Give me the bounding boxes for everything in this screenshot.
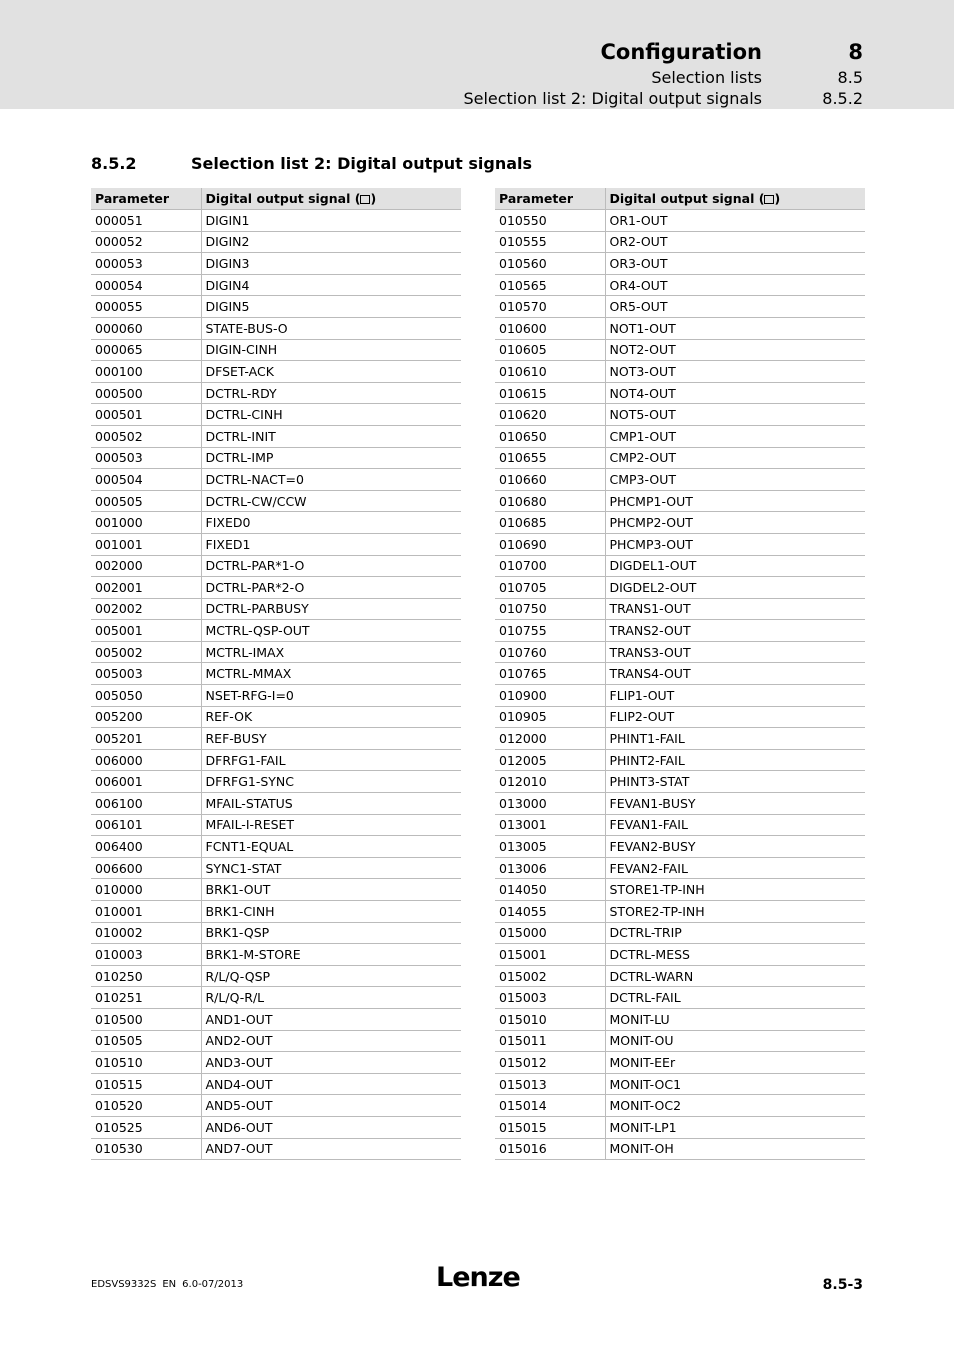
parameter-cell: 014055 [495, 901, 605, 923]
table-row [91, 1138, 461, 1160]
signal-cell: FCNT1-EQUAL [201, 836, 461, 858]
table-row [495, 922, 865, 944]
signal-cell: DIGDEL2-OUT [605, 577, 865, 599]
parameter-cell: 013001 [495, 814, 605, 836]
table-row [91, 231, 461, 253]
table-row [91, 404, 461, 426]
table-row [91, 663, 461, 685]
parameter-cell: 010755 [495, 620, 605, 642]
parameter-cell: 010001 [91, 901, 201, 923]
table-row [91, 296, 461, 318]
parameter-cell: 010505 [91, 1030, 201, 1052]
signal-cell: DCTRL-PAR*2-O [201, 577, 461, 599]
doc-version: 6.0-07/2013 [182, 1279, 244, 1290]
doc-language: EN [162, 1279, 177, 1290]
signal-cell: MONIT-OC2 [605, 1095, 865, 1117]
signal-cell: CMP3-OUT [605, 469, 865, 491]
table-row [495, 361, 865, 383]
table-row [91, 577, 461, 599]
signal-cell: MONIT-EEr [605, 1052, 865, 1074]
signal-cell: PHCMP3-OUT [605, 533, 865, 555]
table-row [91, 620, 461, 642]
parameter-cell: 010620 [495, 404, 605, 426]
parameter-cell: 010600 [495, 317, 605, 339]
signal-cell: MFAIL-I-RESET [201, 814, 461, 836]
table-row [495, 210, 865, 232]
subchapter-number: 8.5 [837, 68, 863, 87]
table-row [91, 793, 461, 815]
chapter-number: 8 [848, 40, 863, 64]
parameter-cell: 010525 [91, 1116, 201, 1138]
parameter-cell: 006001 [91, 771, 201, 793]
table-row [495, 728, 865, 750]
signal-cell: MCTRL-QSP-OUT [201, 620, 461, 642]
parameter-cell: 015016 [495, 1138, 605, 1160]
table-row [495, 404, 865, 426]
selection-table-right [495, 188, 865, 1160]
signal-cell: DCTRL-CW/CCW [201, 490, 461, 512]
table-row [91, 1116, 461, 1138]
table-row [495, 577, 865, 599]
parameter-cell: 000065 [91, 339, 201, 361]
table-row [495, 879, 865, 901]
parameter-cell: 005001 [91, 620, 201, 642]
parameter-cell: 010555 [495, 231, 605, 253]
parameter-cell: 010610 [495, 361, 605, 383]
signal-cell: DIGDEL1-OUT [605, 555, 865, 577]
parameter-cell: 010500 [91, 1008, 201, 1030]
signal-cell: NOT2-OUT [605, 339, 865, 361]
table-row [91, 598, 461, 620]
parameter-cell: 010003 [91, 944, 201, 966]
table-row [495, 447, 865, 469]
table-row [495, 469, 865, 491]
signal-cell: AND6-OUT [201, 1116, 461, 1138]
signal-header: Digital output signal ( ) [605, 188, 865, 210]
signal-cell: MONIT-OC1 [605, 1073, 865, 1095]
signal-cell: REF-OK [201, 706, 461, 728]
table-row [91, 447, 461, 469]
table-row [91, 382, 461, 404]
parameter-cell: 001001 [91, 533, 201, 555]
parameter-cell: 005200 [91, 706, 201, 728]
signal-cell: DCTRL-FAIL [605, 987, 865, 1009]
parameter-cell: 002002 [91, 598, 201, 620]
parameter-cell: 010615 [495, 382, 605, 404]
signal-cell: PHCMP2-OUT [605, 512, 865, 534]
parameter-cell: 006600 [91, 857, 201, 879]
chapter-title: Configuration [600, 40, 762, 64]
signal-cell: MCTRL-MMAX [201, 663, 461, 685]
parameter-cell: 005003 [91, 663, 201, 685]
parameter-cell: 001000 [91, 512, 201, 534]
parameter-cell: 010900 [495, 685, 605, 707]
parameter-cell: 012000 [495, 728, 605, 750]
section-title: Selection list 2: Digital output signals [191, 154, 533, 173]
signal-cell: OR1-OUT [605, 210, 865, 232]
table-row [91, 253, 461, 275]
signal-cell: DFRFG1-FAIL [201, 749, 461, 771]
table-row [91, 749, 461, 771]
table-row [495, 1030, 865, 1052]
signal-cell: R/L/Q-QSP [201, 965, 461, 987]
parameter-cell: 010705 [495, 577, 605, 599]
parameter-cell: 013005 [495, 836, 605, 858]
table-row [495, 706, 865, 728]
parameter-cell: 000053 [91, 253, 201, 275]
signal-cell: DCTRL-RDY [201, 382, 461, 404]
parameter-cell: 010251 [91, 987, 201, 1009]
table-row [495, 944, 865, 966]
table-row [495, 317, 865, 339]
table-row [91, 274, 461, 296]
parameter-cell: 015013 [495, 1073, 605, 1095]
parameter-cell: 015015 [495, 1116, 605, 1138]
signal-cell: DIGIN5 [201, 296, 461, 318]
signal-cell: DCTRL-CINH [201, 404, 461, 426]
table-row [495, 836, 865, 858]
table-row [495, 490, 865, 512]
signal-cell: NOT5-OUT [605, 404, 865, 426]
signal-cell: AND4-OUT [201, 1073, 461, 1095]
parameter-cell: 005050 [91, 685, 201, 707]
table-row [495, 663, 865, 685]
table-row [495, 814, 865, 836]
table-row [91, 836, 461, 858]
table-row [495, 1116, 865, 1138]
signal-cell: FEVAN1-BUSY [605, 793, 865, 815]
parameter-cell: 015010 [495, 1008, 605, 1030]
table-row [495, 857, 865, 879]
table-row [495, 231, 865, 253]
table-row [91, 728, 461, 750]
table-row [91, 533, 461, 555]
signal-cell: AND3-OUT [201, 1052, 461, 1074]
signal-cell: MONIT-LP1 [605, 1116, 865, 1138]
signal-cell: TRANS1-OUT [605, 598, 865, 620]
section-number: 8.5.2 [91, 154, 137, 173]
parameter-cell: 006000 [91, 749, 201, 771]
signal-cell: FIXED1 [201, 533, 461, 555]
parameter-cell: 000055 [91, 296, 201, 318]
table-row [91, 879, 461, 901]
signal-cell: NOT1-OUT [605, 317, 865, 339]
signal-cell: NOT3-OUT [605, 361, 865, 383]
table-row [91, 771, 461, 793]
square-symbol-icon [360, 195, 370, 204]
table-row [495, 1095, 865, 1117]
table-row [91, 555, 461, 577]
parameter-cell: 010515 [91, 1073, 201, 1095]
parameter-cell: 010000 [91, 879, 201, 901]
signal-cell: REF-BUSY [201, 728, 461, 750]
signal-cell: PHINT1-FAIL [605, 728, 865, 750]
parameter-cell: 015003 [495, 987, 605, 1009]
table-row [91, 1030, 461, 1052]
parameter-cell: 010750 [495, 598, 605, 620]
table-row [495, 339, 865, 361]
table-header-row [495, 188, 865, 210]
table-row [91, 490, 461, 512]
signal-cell: MONIT-OU [605, 1030, 865, 1052]
parameter-cell: 000052 [91, 231, 201, 253]
parameter-cell: 010250 [91, 965, 201, 987]
signal-cell: DCTRL-MESS [605, 944, 865, 966]
parameter-cell: 000504 [91, 469, 201, 491]
signal-cell: BRK1-OUT [201, 879, 461, 901]
parameter-cell: 000501 [91, 404, 201, 426]
parameter-cell: 014050 [495, 879, 605, 901]
parameter-cell: 015012 [495, 1052, 605, 1074]
signal-cell: DIGIN-CINH [201, 339, 461, 361]
table-row [495, 749, 865, 771]
parameter-cell: 012005 [495, 749, 605, 771]
signal-cell: MFAIL-STATUS [201, 793, 461, 815]
parameter-cell: 000100 [91, 361, 201, 383]
signal-cell: BRK1-CINH [201, 901, 461, 923]
parameter-cell: 015014 [495, 1095, 605, 1117]
signal-cell: OR4-OUT [605, 274, 865, 296]
parameter-cell: 010905 [495, 706, 605, 728]
parameter-cell: 000503 [91, 447, 201, 469]
parameter-cell: 013006 [495, 857, 605, 879]
table-row [495, 382, 865, 404]
signal-cell: BRK1-M-STORE [201, 944, 461, 966]
signal-cell: SYNC1-STAT [201, 857, 461, 879]
table-row [495, 1073, 865, 1095]
parameter-cell: 000505 [91, 490, 201, 512]
signal-cell: TRANS3-OUT [605, 641, 865, 663]
signal-cell: STORE1-TP-INH [605, 879, 865, 901]
table-row [91, 706, 461, 728]
parameter-cell: 000500 [91, 382, 201, 404]
signal-cell: AND7-OUT [201, 1138, 461, 1160]
signal-cell: DCTRL-TRIP [605, 922, 865, 944]
signal-cell: BRK1-QSP [201, 922, 461, 944]
parameter-cell: 010605 [495, 339, 605, 361]
parameter-cell: 000051 [91, 210, 201, 232]
signal-cell: MONIT-LU [605, 1008, 865, 1030]
table-row [91, 944, 461, 966]
table-row [91, 901, 461, 923]
table-row [495, 641, 865, 663]
subsubchapter-number: 8.5.2 [822, 89, 863, 108]
signal-cell: DIGIN4 [201, 274, 461, 296]
signal-cell: AND1-OUT [201, 1008, 461, 1030]
signal-cell: STORE2-TP-INH [605, 901, 865, 923]
parameter-cell: 010520 [91, 1095, 201, 1117]
table-row [91, 1073, 461, 1095]
signal-cell: MCTRL-IMAX [201, 641, 461, 663]
page-header [0, 0, 954, 109]
table-row [495, 1052, 865, 1074]
footer-doc-info [91, 1279, 249, 1290]
signal-cell: TRANS2-OUT [605, 620, 865, 642]
table-header-row [91, 188, 461, 210]
signal-cell: DCTRL-WARN [605, 965, 865, 987]
table-row [495, 793, 865, 815]
signal-cell: DIGIN3 [201, 253, 461, 275]
signal-cell: PHINT3-STAT [605, 771, 865, 793]
parameter-cell: 010550 [495, 210, 605, 232]
table-row [91, 425, 461, 447]
parameter-cell: 000060 [91, 317, 201, 339]
parameter-cell: 010685 [495, 512, 605, 534]
table-row [495, 685, 865, 707]
signal-cell: FLIP2-OUT [605, 706, 865, 728]
table-row [495, 274, 865, 296]
parameter-cell: 010765 [495, 663, 605, 685]
table-row [91, 1008, 461, 1030]
parameter-header: Parameter [91, 188, 201, 210]
parameter-cell: 012010 [495, 771, 605, 793]
table-row [495, 533, 865, 555]
table-row [495, 771, 865, 793]
signal-cell: DIGIN1 [201, 210, 461, 232]
table-row [495, 901, 865, 923]
selection-table-left [91, 188, 461, 1160]
subchapter-title: Selection lists [651, 68, 762, 87]
table-row [91, 814, 461, 836]
parameter-cell: 006101 [91, 814, 201, 836]
table-row [495, 1008, 865, 1030]
signal-cell: DFSET-ACK [201, 361, 461, 383]
signal-cell: DCTRL-IMP [201, 447, 461, 469]
parameter-cell: 015002 [495, 965, 605, 987]
parameter-cell: 000054 [91, 274, 201, 296]
signal-cell: R/L/Q-R/L [201, 987, 461, 1009]
parameter-cell: 010560 [495, 253, 605, 275]
signal-cell: PHINT2-FAIL [605, 749, 865, 771]
subsubchapter-title: Selection list 2: Digital output signals [463, 89, 762, 108]
table-row [91, 857, 461, 879]
signal-cell: NSET-RFG-I=0 [201, 685, 461, 707]
table-row [495, 555, 865, 577]
table-row [91, 922, 461, 944]
table-row [495, 253, 865, 275]
parameter-cell: 000502 [91, 425, 201, 447]
square-symbol-icon [764, 195, 774, 204]
table-row [91, 339, 461, 361]
signal-cell: DIGIN2 [201, 231, 461, 253]
signal-cell: TRANS4-OUT [605, 663, 865, 685]
signal-header: Digital output signal ( ) [201, 188, 461, 210]
signal-cell: NOT4-OUT [605, 382, 865, 404]
parameter-cell: 010760 [495, 641, 605, 663]
table-row [91, 685, 461, 707]
parameter-cell: 010650 [495, 425, 605, 447]
parameter-cell: 010565 [495, 274, 605, 296]
table-row [91, 965, 461, 987]
signal-cell: FLIP1-OUT [605, 685, 865, 707]
table-row [91, 317, 461, 339]
signal-cell: FIXED0 [201, 512, 461, 534]
parameter-cell: 005201 [91, 728, 201, 750]
parameter-cell: 010570 [495, 296, 605, 318]
table-row [91, 210, 461, 232]
signal-cell: FEVAN2-FAIL [605, 857, 865, 879]
signal-cell: OR5-OUT [605, 296, 865, 318]
parameter-cell: 010530 [91, 1138, 201, 1160]
table-row [91, 469, 461, 491]
parameter-cell: 013000 [495, 793, 605, 815]
table-row [91, 361, 461, 383]
table-row [91, 512, 461, 534]
table-row [495, 425, 865, 447]
lenze-logo: Lenze [436, 1262, 520, 1293]
signal-cell: PHCMP1-OUT [605, 490, 865, 512]
table-row [91, 1052, 461, 1074]
parameter-cell: 010680 [495, 490, 605, 512]
parameter-cell: 015001 [495, 944, 605, 966]
parameter-cell: 010690 [495, 533, 605, 555]
parameter-cell: 002000 [91, 555, 201, 577]
signal-cell: DFRFG1-SYNC [201, 771, 461, 793]
parameter-cell: 010510 [91, 1052, 201, 1074]
parameter-cell: 002001 [91, 577, 201, 599]
table-row [495, 987, 865, 1009]
table-row [495, 296, 865, 318]
signal-cell: AND2-OUT [201, 1030, 461, 1052]
parameter-cell: 006100 [91, 793, 201, 815]
signal-cell: FEVAN1-FAIL [605, 814, 865, 836]
table-row [495, 598, 865, 620]
doc-id: EDSVS9332S [91, 1279, 157, 1290]
signal-cell: FEVAN2-BUSY [605, 836, 865, 858]
parameter-cell: 010700 [495, 555, 605, 577]
signal-cell: CMP1-OUT [605, 425, 865, 447]
signal-cell: MONIT-OH [605, 1138, 865, 1160]
parameter-cell: 006400 [91, 836, 201, 858]
signal-cell: STATE-BUS-O [201, 317, 461, 339]
signal-cell: DCTRL-NACT=0 [201, 469, 461, 491]
parameter-cell: 015000 [495, 922, 605, 944]
table-body-left [91, 210, 461, 1160]
signal-cell: CMP2-OUT [605, 447, 865, 469]
parameter-cell: 010002 [91, 922, 201, 944]
signal-cell: OR2-OUT [605, 231, 865, 253]
signal-cell: DCTRL-INIT [201, 425, 461, 447]
signal-cell: DCTRL-PAR*1-O [201, 555, 461, 577]
table-body-right [495, 210, 865, 1160]
table-row [91, 641, 461, 663]
table-row [91, 987, 461, 1009]
signal-cell: OR3-OUT [605, 253, 865, 275]
parameter-cell: 015011 [495, 1030, 605, 1052]
parameter-cell: 010655 [495, 447, 605, 469]
page-number: 8.5-3 [822, 1277, 863, 1293]
parameter-header: Parameter [495, 188, 605, 210]
section-heading [91, 154, 532, 173]
table-row [495, 620, 865, 642]
parameter-cell: 005002 [91, 641, 201, 663]
table-row [495, 512, 865, 534]
table-row [91, 1095, 461, 1117]
signal-cell: DCTRL-PARBUSY [201, 598, 461, 620]
table-row [495, 1138, 865, 1160]
table-row [495, 965, 865, 987]
parameter-cell: 010660 [495, 469, 605, 491]
signal-cell: AND5-OUT [201, 1095, 461, 1117]
